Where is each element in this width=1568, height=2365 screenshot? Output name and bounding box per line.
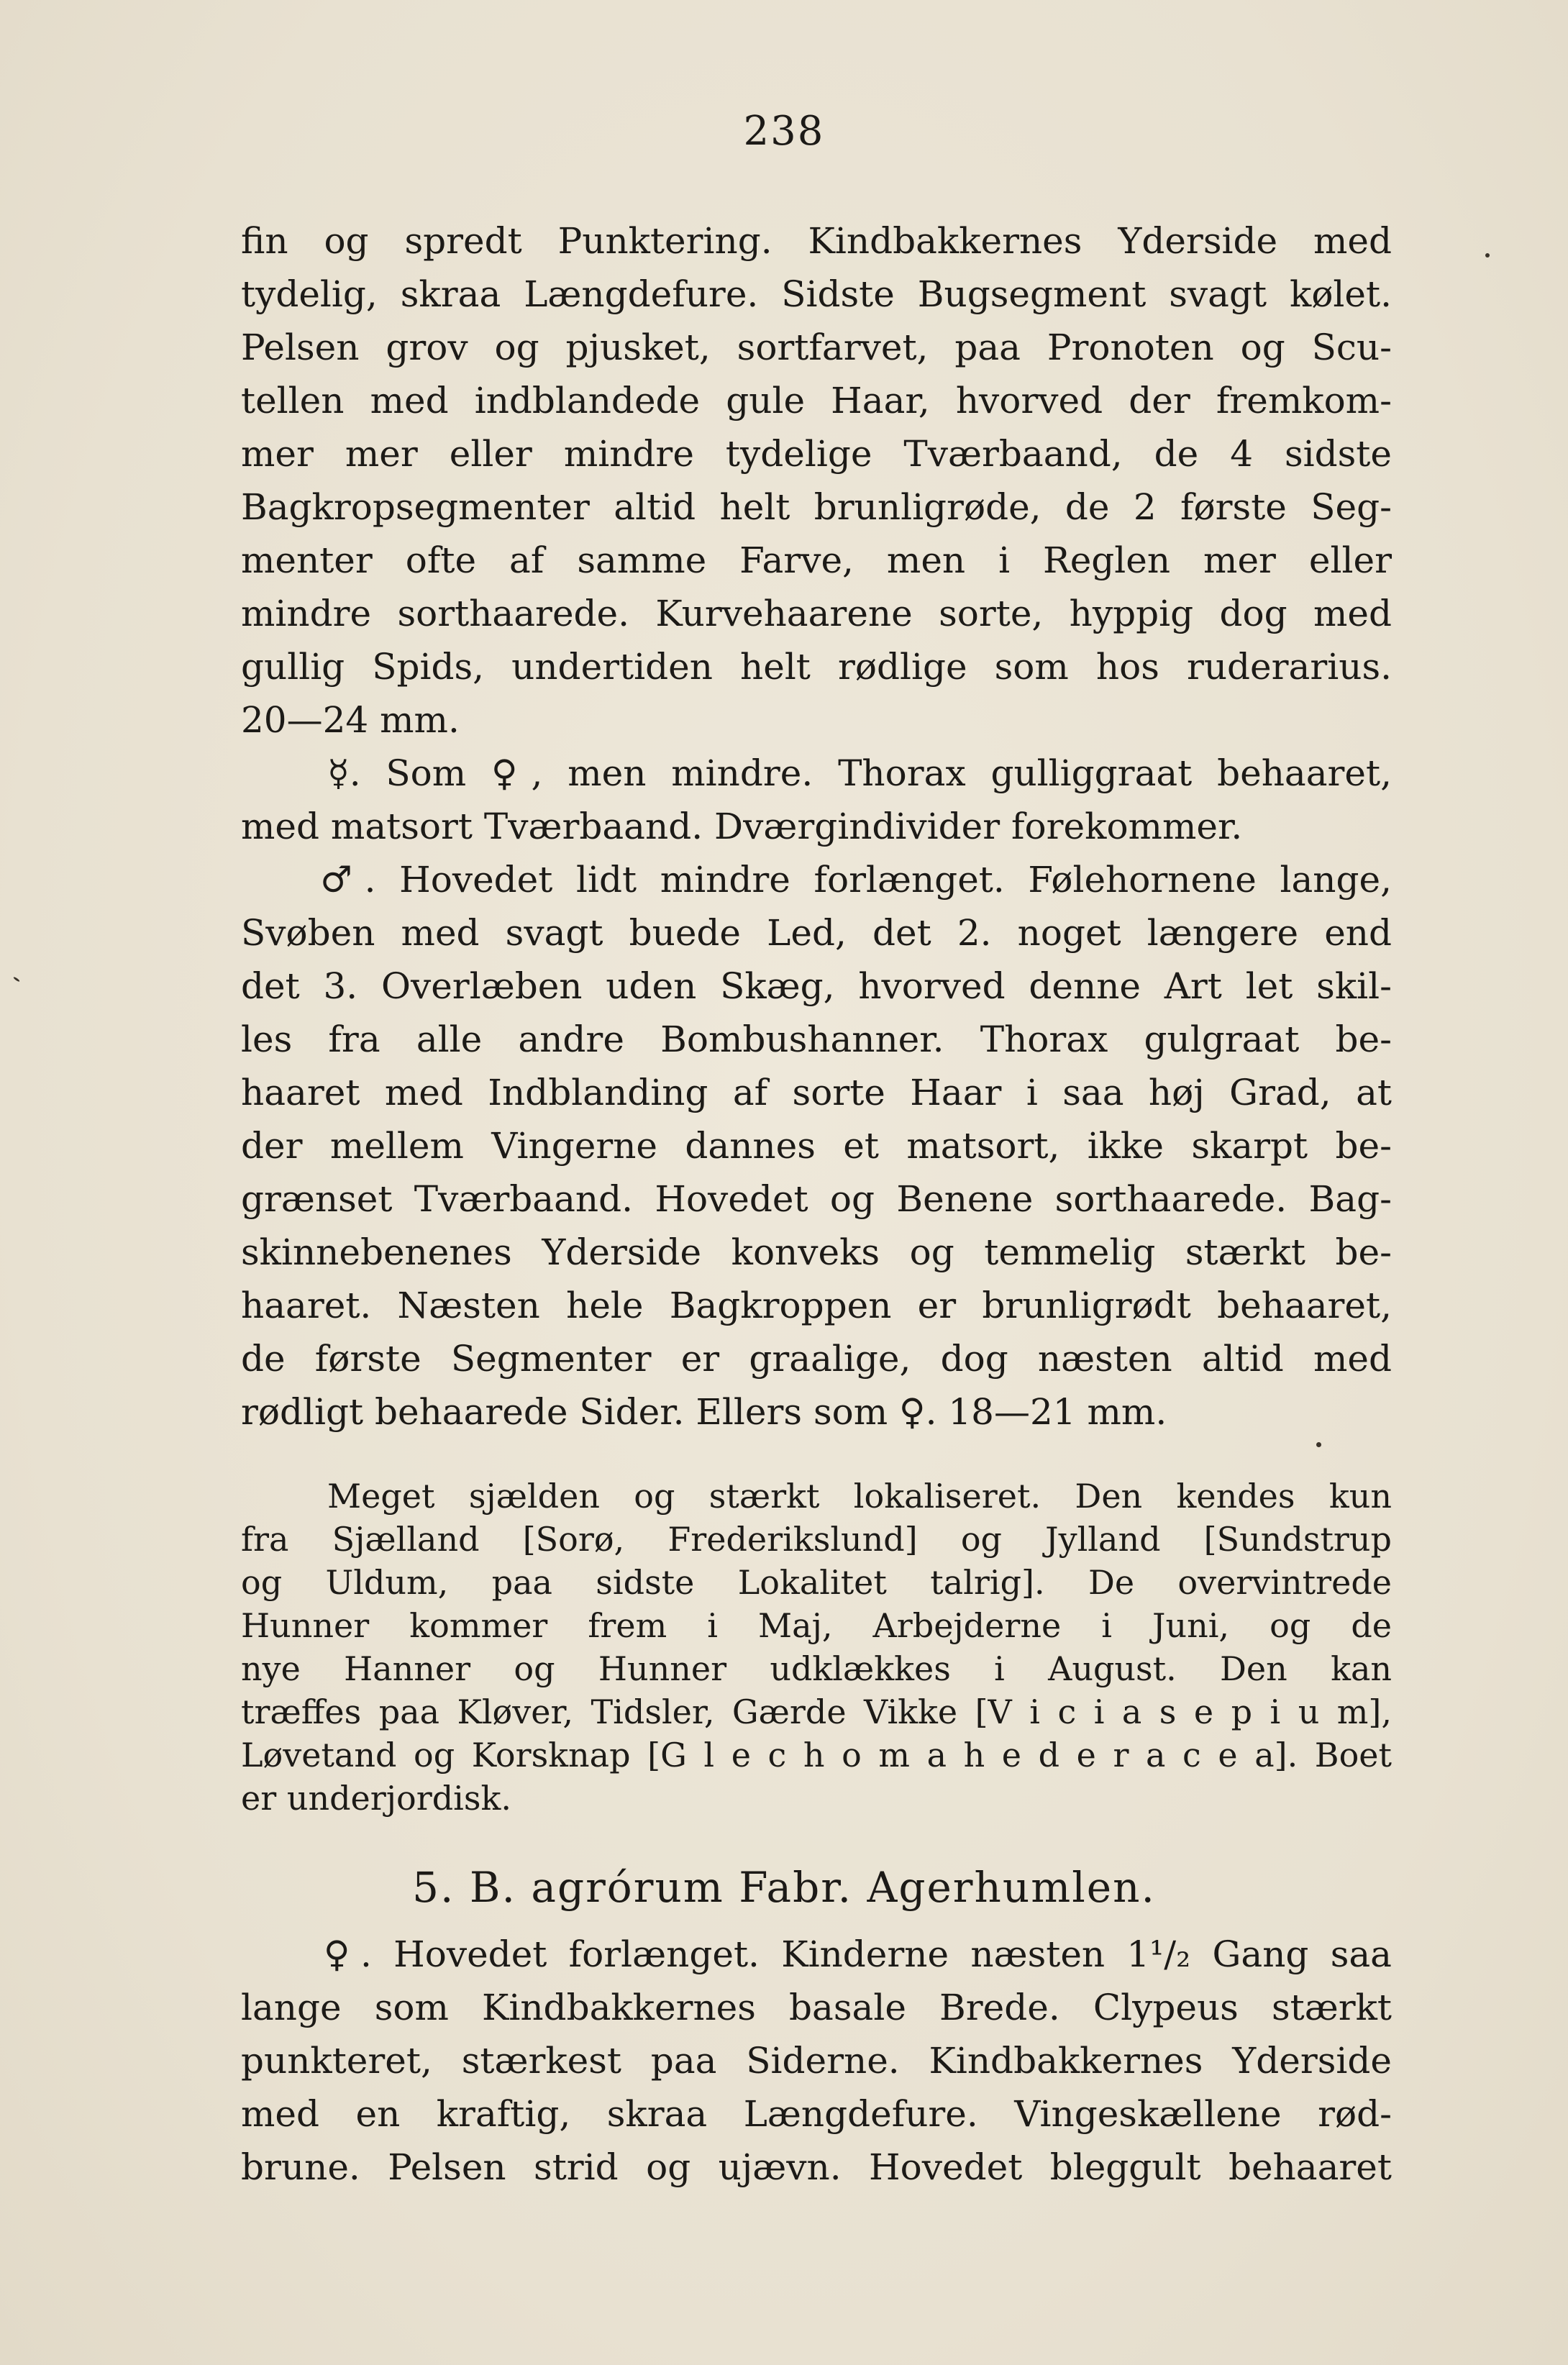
text-line: fra Sjælland [Sorø, Frederikslund] og Jylland [Sundstrup [241, 1520, 1392, 1559]
paragraph-description-worker [241, 747, 1392, 853]
page-number: 238 [743, 108, 825, 155]
text-line: mer mer eller mindre tydelige Tværbaand, de 4 sidste [241, 433, 1392, 475]
text-line: brune. Pelsen strid og ujævn. Hovedet bleggult behaaret [241, 2146, 1392, 2188]
text-line: og Uldum, paa sidste Lokalitet talrig]. De overvintrede [241, 1563, 1392, 1602]
text-line: fin og spredt Punktering. Kindbakkernes Yderside med [241, 220, 1392, 262]
text-line: mindre sorthaarede. Kurvehaarene sorte, hyppig dog med [241, 593, 1392, 634]
text-line: rødligt behaarede Sider. Ellers som ♀. 18—21 mm. [241, 1391, 1167, 1433]
text-line: tellen med indblandede gule Haar, hvorved der fremkom- [241, 380, 1392, 421]
text-line: menter ofte af samme Farve, men i Reglen mer eller [241, 539, 1392, 581]
text-line: ♂. Hovedet lidt mindre forlænget. Følehornene lange, [320, 859, 1392, 901]
text-line: haaret. Næsten hele Bagkroppen er brunligrødt behaaret, [241, 1285, 1392, 1326]
text-line: det 3. Overlæben uden Skæg, hvorved denne Art let skil- [241, 965, 1392, 1007]
text-line: Bagkropsegmenter altid helt brunligrøde, de 2 første Seg- [241, 486, 1392, 528]
text-line: punkteret, stærkest paa Siderne. Kindbakkernes Yderside [241, 2040, 1392, 2082]
paragraph-distribution [241, 1475, 1392, 1820]
text-line: haaret med Indblanding af sorte Haar i saa høj Grad, at [241, 1072, 1392, 1113]
text-line: med matsort Tværbaand. Dværgindivider forekommer. [241, 806, 1243, 847]
text-line: der mellem Vingerne dannes et matsort, ikke skarpt be- [241, 1125, 1392, 1167]
paragraph-description-female [241, 214, 1392, 747]
text-line: Svøben med svagt buede Led, det 2. noget længere end [241, 912, 1392, 954]
text-line: Pelsen grov og pjusket, sortfarvet, paa Pronoten og Scu- [241, 327, 1392, 368]
text-line: Meget sjælden og stærkt lokaliseret. Den kendes kun [327, 1477, 1392, 1516]
text-line: med en kraftig, skraa Længdefure. Vingeskællene rød- [241, 2093, 1392, 2135]
text-line: er underjordisk. [241, 1779, 511, 1818]
text-line: nye Hanner og Hunner udklækkes i August. Den kan [241, 1649, 1392, 1688]
text-line: tydelig, skraa Længdefure. Sidste Bugsegment svagt kølet. [241, 273, 1392, 315]
text-line: Hunner kommer frem i Maj, Arbejderne i Juni, og de [241, 1606, 1392, 1645]
text-line: skinnebenenes Yderside konveks og temmelig stærkt be- [241, 1231, 1392, 1273]
text-line: ☿. Som ♀, men mindre. Thorax gulliggraat behaaret, [327, 752, 1392, 794]
text-line: de første Segmenter er graalige, dog næsten altid med [241, 1338, 1392, 1380]
text-line: ♀. Hovedet forlænget. Kinderne næsten 1¹/₂ Gang saa [324, 1933, 1392, 1975]
paragraph-description-male [241, 853, 1392, 1439]
species-heading: 5. B. agrórum Fabr. Agerhumlen. [412, 1863, 1156, 1912]
text-line: Løvetand og Korsknap [G l e c h o m a h e d e r a c e a]. Boet [241, 1736, 1392, 1774]
text-line: lange som Kindbakkernes basale Brede. Clypeus stærkt [241, 1987, 1392, 2028]
print-speck [13, 976, 20, 982]
paragraph-agrorum-female [241, 1928, 1392, 2194]
text-line: les fra alle andre Bombushanner. Thorax gulgraat be- [241, 1019, 1392, 1060]
print-speck [1316, 1442, 1321, 1447]
text-line: gullig Spids, undertiden helt rødlige som hos ruderarius. [241, 646, 1392, 688]
print-speck [1485, 253, 1490, 258]
text-line: grænset Tværbaand. Hovedet og Benene sorthaarede. Bag- [241, 1178, 1392, 1220]
text-line: træffes paa Kløver, Tidsler, Gærde Vikke [V i c i a s e p i u m], [241, 1692, 1392, 1731]
text-line: 20—24 mm. [241, 699, 460, 741]
